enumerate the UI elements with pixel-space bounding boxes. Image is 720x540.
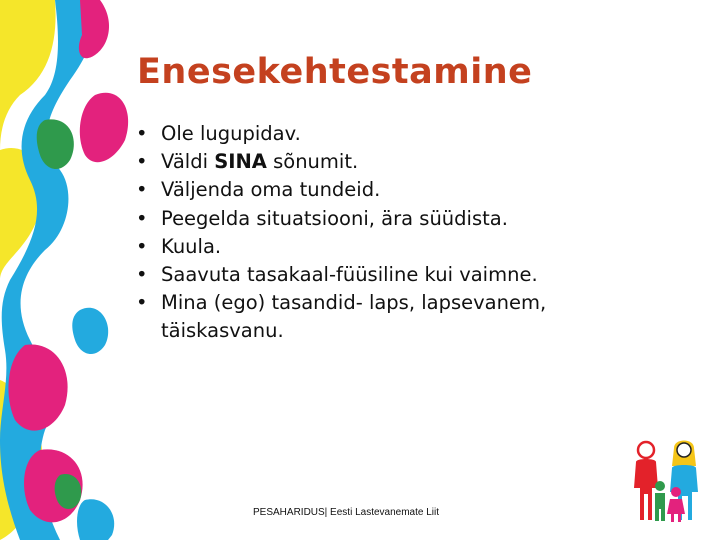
family-logo-icon	[624, 436, 704, 526]
bullet-text: Väldi	[161, 150, 215, 174]
bullet-item: • Ole lugupidav.	[136, 120, 606, 148]
bullet-item: • Peegelda situatsiooni, ära süüdista.	[136, 205, 606, 233]
bullet-item: • Saavuta tasakaal-füüsiline kui vaimne.	[136, 261, 606, 289]
bullet-item	[136, 148, 606, 176]
bullet-text: sõnumit.	[266, 150, 359, 174]
slide-title: Enesekehtestamine	[137, 52, 533, 92]
bullet-item: • Mina (ego) tasandid- laps, lapsevanem, täiskasvanu.	[136, 289, 606, 345]
bullet-item: • Väljenda oma tundeid.	[136, 176, 606, 204]
bullet-emphasis: SINA	[214, 150, 267, 174]
decorative-color-band	[0, 0, 140, 540]
bullet-list	[136, 120, 606, 346]
bullet-item: • Kuula.	[136, 233, 606, 261]
footer-text: PESAHARIDUS| Eesti Lastevanemate Liit	[253, 507, 440, 518]
